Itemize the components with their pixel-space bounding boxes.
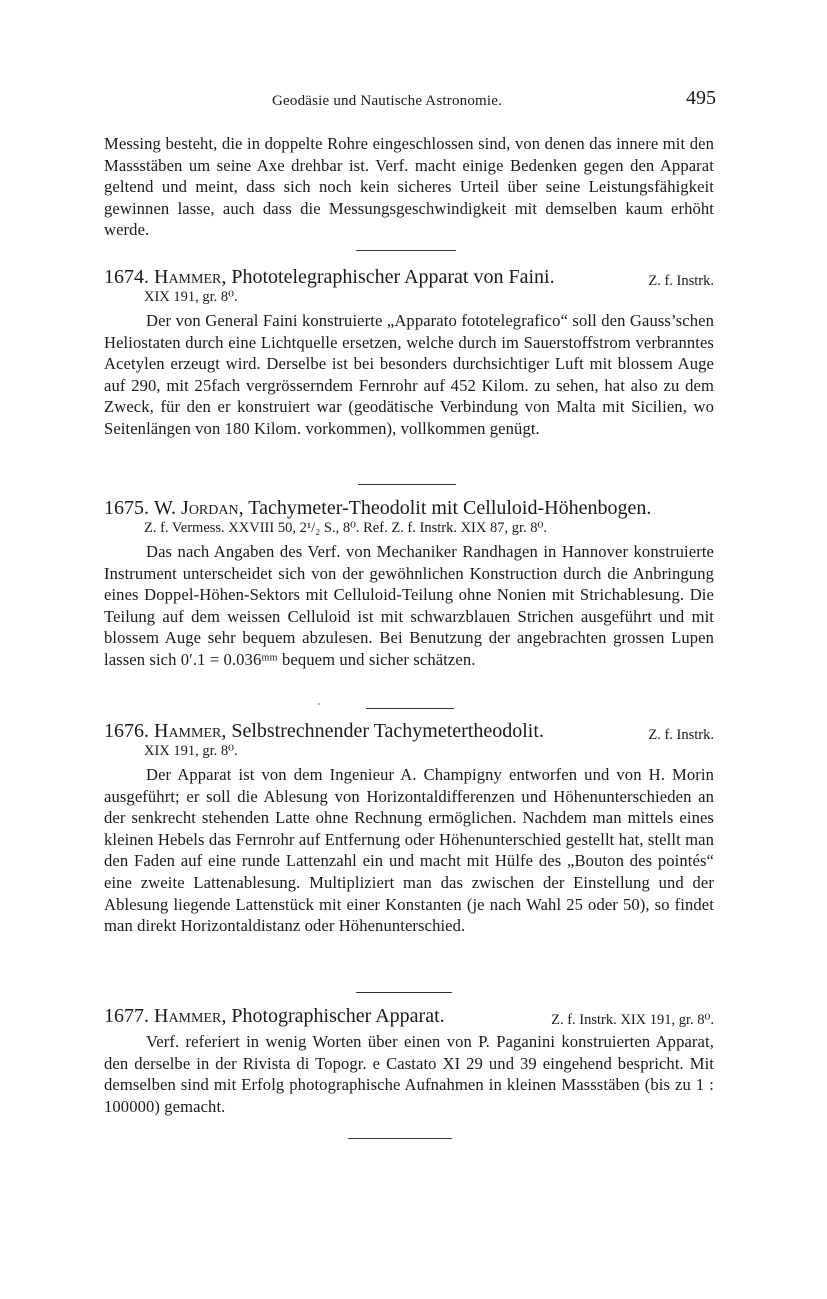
entry-body: Der Apparat ist von dem Ingenieur A. Champigny entworfen und von H. Morin ausgeführt; er soll die Ablesung von Horizontaldifferenzen und Höhenunterschieden an der senkrecht stehenden Latte ohne Rechnung ermöglichen. Nachdem man mittels eines kleinen Hebels das Fernrohr auf Entfernung oder Höhenunterschied gestellt hat, stellt man den Faden auf eine runde Lattenzahl ein und macht mit Hülfe des „Bouton des pointés“ eine zweite Lattenablesung. Multipliziert man das zwischen der Einstellung und der Ablesung liegende Lattenstück mit einer Konstanten (je nach Wahl 25 oder 50), so findet man direkt Horizontaldistanz oder Höhenunterschied. bbox=[104, 765, 714, 936]
entry-number: 1675. bbox=[104, 497, 149, 519]
entry-number: 1677. bbox=[104, 1005, 149, 1027]
entry-source-inline: Z. f. Instrk. bbox=[648, 273, 714, 289]
entry-body: Der von General Faini konstruierte „Apparato fototelegrafico“ soll den Gauss’schen Heliostaten durch eine Lichtquelle ersetzen, welche durch im Sauerstoffstrom verbranntes Acetylen erzeugt wird. Derselbe ist bei besonders durchsichtiger Luft mit blossem Auge auf 290, mit 25fach vergrösserndem Fernrohr auf 452 Kilom. zu sehen, hat also zu dem Zweck, für den er konstruiert war (geodätische Verbindung von Malta mit Sicilien, wo Seitenlängen von 180 Kilom. vorkommen), vollkommen genügt. bbox=[104, 311, 714, 438]
entry-source-line: XIX 191, gr. 8⁰. bbox=[144, 743, 238, 759]
entry-body: Verf. referiert in wenig Worten über einen von P. Paganini konstruierten Apparat, den derselbe in der Rivista di Topogr. e Castato XI 29 und 39 eingehend bespricht. Mit demselben sind mit Erfolg photographische Aufnahmen in kleinen Massstäben (bis zu 1 : 100000) gemacht. bbox=[104, 1032, 714, 1116]
print-speck bbox=[318, 703, 320, 705]
entry-source-line: XIX 191, gr. 8⁰. bbox=[144, 289, 238, 305]
entry-number: 1676. bbox=[104, 720, 149, 742]
page-number: 495 bbox=[686, 87, 716, 109]
section-divider bbox=[356, 250, 456, 251]
section-divider bbox=[358, 484, 456, 485]
entry-source-inline: Z. f. Instrk. XIX 191, gr. 8⁰. bbox=[551, 1012, 714, 1028]
entry-1677 bbox=[104, 1005, 714, 1117]
entry-source-line: Z. f. Vermess. XXVIII 50, 2¹/₂ S., 8⁰. Ref. Z. f. Instrk. XIX 87, gr. 8⁰. bbox=[144, 520, 547, 536]
section-divider bbox=[348, 1138, 452, 1139]
entry-heading bbox=[104, 720, 714, 742]
entry-author: W. Jordan, bbox=[154, 497, 244, 519]
entry-heading bbox=[104, 1005, 714, 1027]
entry-title: Selbstrechnender Tachymetertheodolit. bbox=[231, 720, 544, 742]
entry-title: Tachymeter-Theodolit mit Celluloid-Höhenbogen. bbox=[248, 497, 652, 519]
entry-1676 bbox=[104, 720, 714, 937]
entry-1675 bbox=[104, 497, 714, 671]
entry-heading bbox=[104, 266, 714, 288]
entry-title: Photographischer Apparat. bbox=[231, 1005, 445, 1027]
entry-number: 1674. bbox=[104, 266, 149, 288]
entry-body: Das nach Angaben des Verf. von Mechaniker Randhagen in Hannover konstruierte Instrument unterscheidet sich von der gewöhnlichen Konstruction durch die Anbringung eines Doppel-Höhen-Sektors mit Celluloid-Teilung ohne Nonien mit Strichablesung. Die Teilung auf dem weissen Celluloid ist mit schwarzblauen Strichen ausgeführt und mit blossem Auge sehr bequem abzulesen. Bei Benutzung der angebrachten grossen Lupen lassen sich 0′.1 = 0.036ᵐᵐ bequem und sicher schätzen. bbox=[104, 542, 714, 669]
entry-1674 bbox=[104, 266, 714, 440]
intro-paragraph: Messing besteht, die in doppelte Rohre eingeschlossen sind, von denen das innere mit den Massstäben um seine Axe drehbar ist. Verf. macht einige Bedenken gegen den Apparat geltend und meint, dass sich noch kein sicheres Urteil über seine Leistungsfähigkeit gewinnen lasse, auch dass die Messungsgeschwindigkeit mit demselben kaum erhöht werde. bbox=[104, 134, 714, 240]
entry-title: Phototelegraphischer Apparat von Faini. bbox=[231, 266, 555, 288]
section-divider bbox=[366, 708, 454, 709]
section-divider bbox=[356, 992, 452, 993]
entry-author: Hammer, bbox=[154, 1005, 227, 1027]
entry-author: Hammer, bbox=[154, 720, 227, 742]
intro-section bbox=[104, 133, 714, 241]
running-title: Geodäsie und Nautische Astronomie. bbox=[272, 93, 503, 109]
entry-source-inline: Z. f. Instrk. bbox=[648, 727, 714, 743]
entry-author: Hammer, bbox=[154, 266, 227, 288]
entry-heading bbox=[104, 497, 714, 519]
